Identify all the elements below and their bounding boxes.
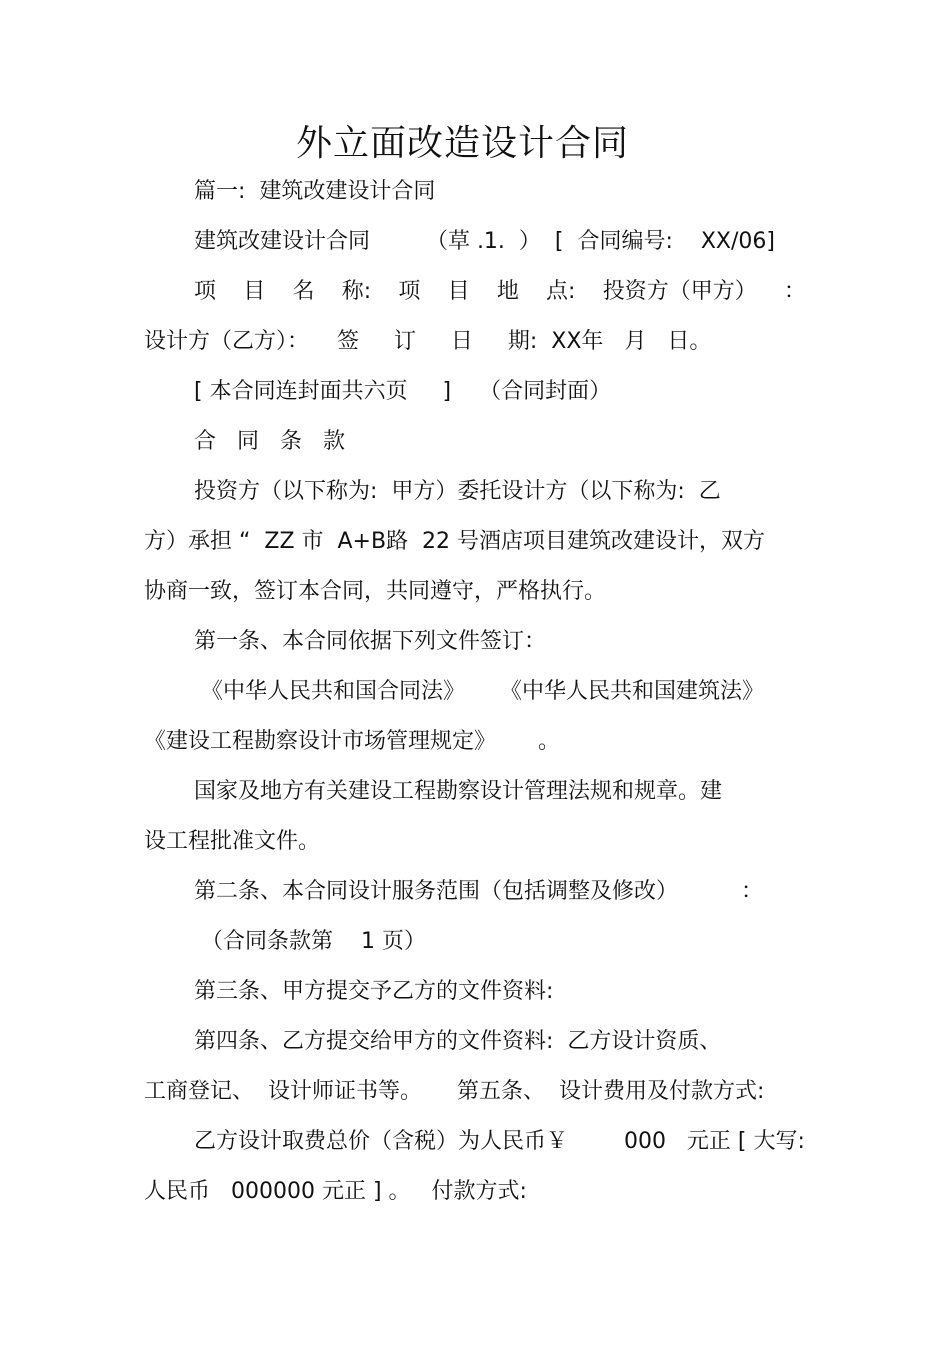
article-1-heading: 第一条、本合同依据下列文件签订：	[194, 629, 547, 654]
paragraph-line: 投资方（以下称为: 甲方）委托设计方（以下称为: 乙	[194, 479, 721, 504]
project-info-item: 地	[496, 279, 519, 304]
fee-line: 乙方设计取费总价（含税）为人民币￥ 000 元正 [ 大写:	[194, 1129, 805, 1154]
paragraph-line: 协商一致，签订本合同，共同遵守，严格执行。	[144, 579, 607, 604]
project-info-item: ：	[783, 279, 806, 304]
project-info-item: 投资方（甲方）	[602, 279, 757, 304]
project-info-item: 项	[194, 279, 217, 304]
project-info-line	[194, 277, 806, 307]
paragraph-line: 方）承担 “ ZZ 市 A+B路 22 号酒店项目建筑改建设计，双方	[144, 529, 766, 554]
designer-date-line: 设计方（乙方）： 签 订 日 期: XX年 月 日。	[144, 329, 712, 354]
article-2-heading: 第二条、本合同设计服务范围（包括调整及修改） ：	[194, 879, 763, 904]
paragraph-line: 国家及地方有关建设工程勘察设计管理法规和规章。建	[194, 779, 723, 804]
law-references-line: 《建设工程勘察设计市场管理规定》 。	[144, 729, 560, 754]
section-heading-1: 篇一: 建筑改建设计合同	[194, 179, 436, 204]
project-info-item: 点:	[546, 279, 576, 304]
project-info-item: 项	[398, 279, 421, 304]
terms-heading: 合 同 条 款	[194, 429, 345, 454]
article-3-heading: 第三条、甲方提交予乙方的文件资料:	[194, 979, 554, 1004]
cover-note-line: [ 本合同连封面共六页 ] （合同封面）	[194, 379, 612, 404]
law-references-line: 《中华人民共和国合同法》 《中华人民共和国建筑法》	[194, 679, 764, 704]
project-info-item: 称:	[341, 279, 372, 304]
contract-name-line: 建筑改建设计合同 （草 .1. ） [ 合同编号: XX/06]	[194, 229, 775, 254]
article-4-heading: 第四条、乙方提交给甲方的文件资料: 乙方设计资质、	[194, 1029, 722, 1054]
project-info-item: 目	[243, 279, 266, 304]
paragraph-line: 工商登记、 设计师证书等。 第五条、 设计费用及付款方式:	[144, 1079, 765, 1104]
project-info-item: 名	[292, 279, 315, 304]
document-title: 外立面改造设计合同	[295, 123, 629, 164]
page-reference-line: （合同条款第 1 页）	[194, 929, 426, 954]
fee-line: 人民币 000000 元正 ] 。 付款方式:	[144, 1179, 527, 1204]
project-info-item: 目	[447, 279, 470, 304]
paragraph-line: 设工程批准文件。	[144, 829, 321, 854]
